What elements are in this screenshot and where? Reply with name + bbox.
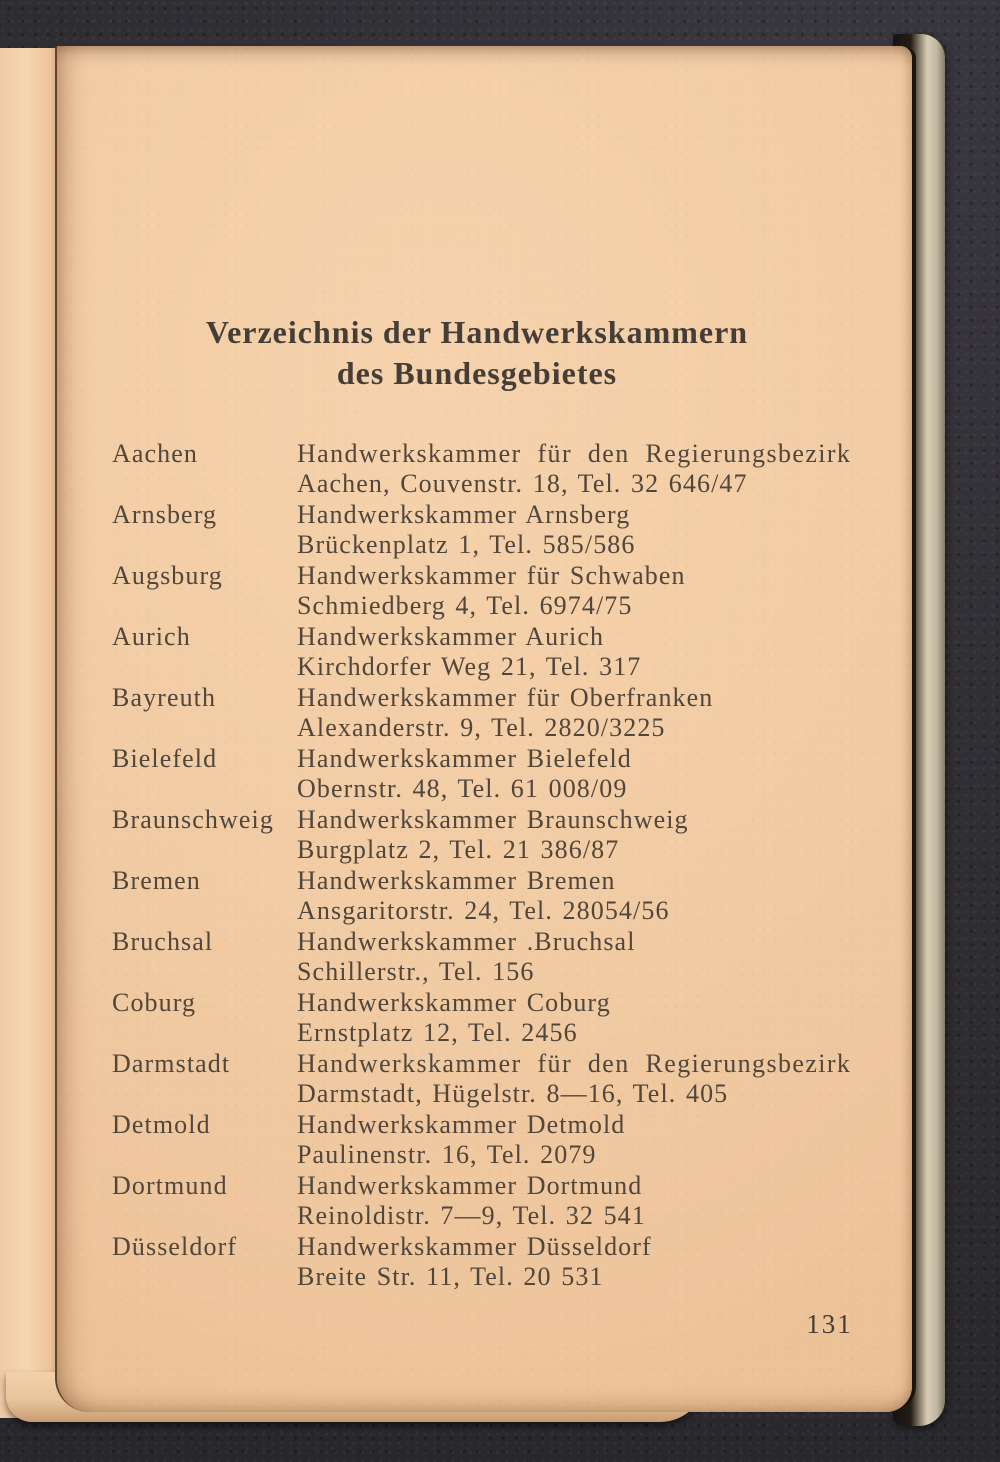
entry-details	[297, 744, 872, 804]
entry-address: Kirchdorfer Weg 21, Tel. 317	[297, 652, 642, 681]
directory-entry	[112, 805, 872, 865]
directory-entry	[112, 744, 872, 804]
entry-city: Bruchsal	[112, 927, 214, 956]
entry-address: Alexanderstr. 9, Tel. 2820/3225	[297, 713, 666, 742]
entry-chamber-name: Handwerkskammer Bremen	[297, 866, 616, 895]
entry-chamber-name: Handwerkskammer Bielefeld	[297, 744, 632, 773]
entry-city: Düsseldorf	[112, 1232, 238, 1261]
entry-details	[297, 1171, 872, 1231]
book-page	[55, 46, 912, 1412]
entry-address: Ansgaritorstr. 24, Tel. 28054/56	[297, 896, 670, 925]
entry-chamber-name: Handwerkskammer Aurich	[297, 622, 605, 651]
directory-entry	[112, 439, 872, 499]
entry-address: Ernstplatz 12, Tel. 2456	[297, 1018, 578, 1047]
entry-city: Coburg	[112, 988, 197, 1017]
entry-details	[297, 439, 872, 499]
directory-entry	[112, 622, 872, 682]
page-title	[97, 312, 857, 394]
entry-details	[297, 1110, 872, 1170]
page-number: 131	[806, 1309, 853, 1339]
entry-address: Burgplatz 2, Tel. 21 386/87	[297, 835, 620, 864]
directory-entry	[112, 683, 872, 743]
entry-city: Arnsberg	[112, 500, 218, 529]
entry-chamber-name: Handwerkskammer Düsseldorf	[297, 1232, 652, 1261]
entry-chamber-name: Handwerkskammer .Bruchsal	[297, 927, 636, 956]
previous-page-edge	[0, 48, 60, 1418]
entry-city: Aurich	[112, 622, 191, 651]
entry-details	[297, 500, 872, 560]
directory-entry	[112, 500, 872, 560]
entry-details	[297, 927, 872, 987]
directory-list	[112, 439, 872, 1293]
entry-chamber-name: Handwerkskammer Detmold	[297, 1110, 626, 1139]
entry-city: Bayreuth	[112, 683, 217, 712]
entry-address: Paulinenstr. 16, Tel. 2079	[297, 1140, 597, 1169]
entry-chamber-name: Handwerkskammer für Schwaben	[297, 561, 686, 590]
entry-address: Darmstadt, Hügelstr. 8—16, Tel. 405	[297, 1079, 729, 1108]
entry-details	[297, 1232, 872, 1292]
entry-address: Breite Str. 11, Tel. 20 531	[297, 1262, 604, 1291]
entry-details	[297, 866, 872, 926]
page-title-line1: Verzeichnis der Handwerkskammern	[205, 314, 749, 350]
entry-city: Dortmund	[112, 1171, 228, 1200]
entry-address: Schillerstr., Tel. 156	[297, 957, 535, 986]
entry-details	[297, 561, 872, 621]
entry-city: Bremen	[112, 866, 201, 895]
page-title-line2: des Bundesgebietes	[336, 355, 618, 391]
directory-entry	[112, 927, 872, 987]
entry-city: Aachen	[112, 439, 198, 468]
entry-address: Schmiedberg 4, Tel. 6974/75	[297, 591, 633, 620]
entry-details	[297, 1049, 872, 1109]
entry-city: Darmstadt	[112, 1049, 231, 1078]
directory-entry	[112, 1049, 872, 1109]
entry-address: Reinoldistr. 7—9, Tel. 32 541	[297, 1201, 646, 1230]
entry-city: Bielefeld	[112, 744, 218, 773]
entry-city: Detmold	[112, 1110, 211, 1139]
entry-chamber-name: Handwerkskammer Braunschweig	[297, 805, 689, 834]
directory-entry	[112, 1171, 872, 1231]
entry-chamber-name: Handwerkskammer für den Regierungsbezirk	[297, 1049, 852, 1078]
entry-chamber-name: Handwerkskammer für den Regierungsbezirk	[297, 439, 852, 468]
entry-chamber-name: Handwerkskammer Coburg	[297, 988, 611, 1017]
directory-entry	[112, 988, 872, 1048]
entry-chamber-name: Handwerkskammer Dortmund	[297, 1171, 643, 1200]
entry-address: Obernstr. 48, Tel. 61 008/09	[297, 774, 628, 803]
entry-chamber-name: Handwerkskammer für Oberfranken	[297, 683, 714, 712]
entry-details	[297, 988, 872, 1048]
directory-entry	[112, 561, 872, 621]
entry-address: Aachen, Couvenstr. 18, Tel. 32 646/47	[297, 469, 748, 498]
entry-details	[297, 805, 872, 865]
entry-city: Braunschweig	[112, 805, 274, 834]
directory-entry	[112, 1232, 872, 1292]
entry-details	[297, 622, 872, 682]
entry-city: Augsburg	[112, 561, 223, 590]
entry-chamber-name: Handwerkskammer Arnsberg	[297, 500, 631, 529]
entry-details	[297, 683, 872, 743]
directory-entry	[112, 1110, 872, 1170]
entry-address: Brückenplatz 1, Tel. 585/586	[297, 530, 636, 559]
directory-entry	[112, 866, 872, 926]
